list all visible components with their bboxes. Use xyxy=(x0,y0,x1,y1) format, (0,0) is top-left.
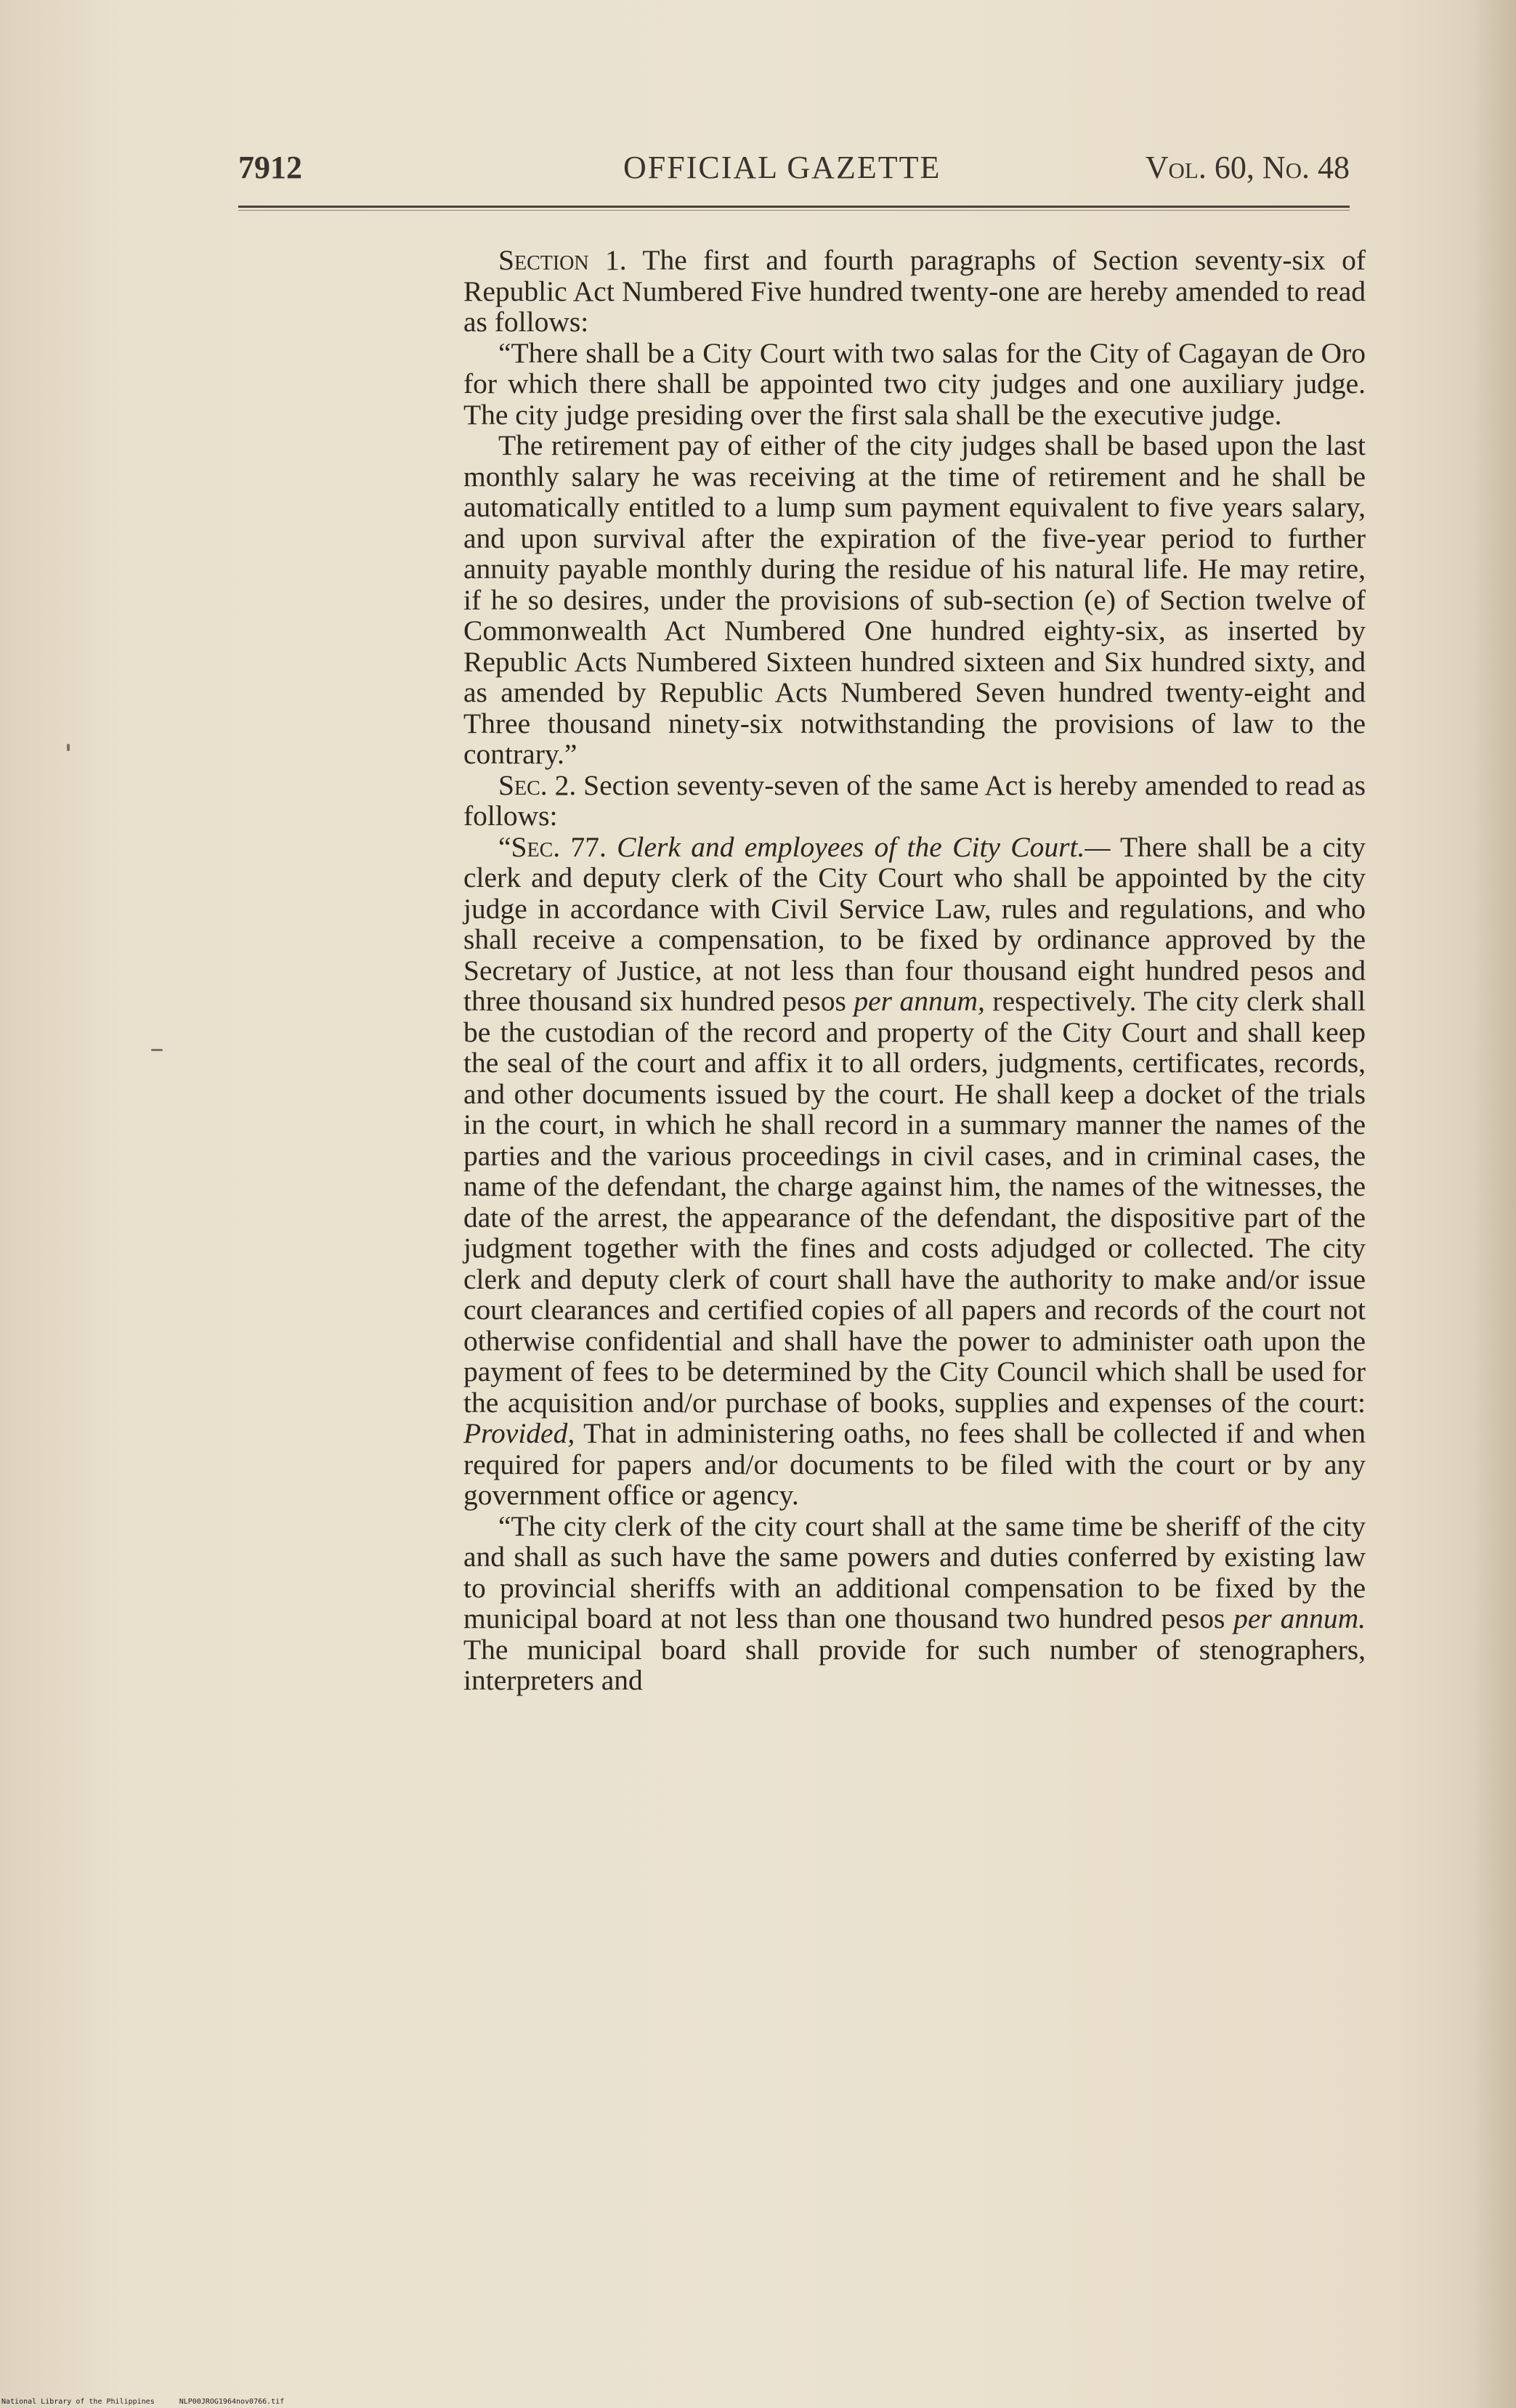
article-body xyxy=(463,245,1366,1696)
section-2-label: Sec. 2. xyxy=(498,769,577,801)
paragraph-section-2 xyxy=(463,770,1366,832)
section-77-label: “Sec. 77. xyxy=(498,830,607,863)
running-header xyxy=(238,149,1350,197)
volume-number: Vol. 60, No. 48 xyxy=(1145,150,1350,185)
scan-speck xyxy=(151,1049,163,1051)
section-1-label: Section 1. xyxy=(498,244,627,276)
section-77-text-a: There shall be a city clerk and deputy clerk of the City Court who shall be appointed by the city judge in accordance with Civil Service Law, rules and regulations, and who shall receive a compensation, to be fixed by ordinance approved by the Secretary of Justice, at not less than four thousand eight hundred pesos and three thousand six hundred pesos xyxy=(463,830,1366,1017)
library-credit: National Library of the Philippines xyxy=(1,2398,155,2406)
sheriff-text-a: “The city clerk of the city court shall at the same time be sheriff of the city and shall as such have the same powers and duties conferred by existing law to provincial sheriffs with an additional compensation to be fixed by the municipal board at not less than one thousand two hundred pesos xyxy=(463,1509,1366,1634)
sheriff-text-b: The municipal board shall provide for such number of stenographers, interpreters and xyxy=(463,1633,1366,1696)
scan-footer xyxy=(1,2398,284,2406)
scan-filename: NLP00JROG1964nov0766.tif xyxy=(179,2398,285,2406)
header-rule-thin xyxy=(238,210,1350,211)
publication-title: OFFICIAL GAZETTE xyxy=(623,150,941,185)
paragraph-section-77 xyxy=(463,832,1366,1511)
page-number: 7912 xyxy=(238,150,302,185)
page-edge-shadow xyxy=(1472,0,1516,2408)
header-rule xyxy=(238,206,1350,208)
paragraph-section-1 xyxy=(463,245,1366,338)
section-1-text: The first and fourth paragraphs of Section seventy-six of Republic Act Numbered Five hundred twenty-one are hereby amended to read as follows: xyxy=(463,244,1366,338)
per-annum-italic: per annum, xyxy=(854,985,985,1017)
paragraph-retirement-pay: The retirement pay of either of the city judges shall be based upon the last monthly salary he was receiving at the time of retirement and he shall be automatically entitled to a lump sum payment equivalent to five years salary, and upon survival after the expiration of the five-year period to further annuity payable monthly during the residue of his natural life. He may retire, if he so desires, under the provisions of sub-section (e) of Section twelve of Commonwealth Act Numbered One hundred eighty-six, as inserted by Republic Acts Numbered Sixteen hundred sixteen and Six hundred sixty, and as amended by Republic Acts Numbered Seven hundred twenty-eight and Three thousand ninety-six notwithstanding the provisions of law to the contrary.” xyxy=(463,429,1366,770)
section-2-text: Section seventy-seven of the same Act is hereby amended to read as follows: xyxy=(463,769,1366,832)
provided-italic: Provided, xyxy=(463,1417,575,1449)
paragraph-sheriff xyxy=(463,1511,1366,1696)
per-annum-italic-2: per annum. xyxy=(1233,1602,1366,1634)
section-77-text-b: respectively. The city clerk shall be the custodian of the record and property of the City Court and shall keep the seal of the court and affix it to all orders, judgments, certificates, records, and other documents issued by the court. He shall keep a docket of the trials in the court, in which he shall record in a summary manner the names of the parties and the various proceedings in civil cases, and in criminal cases, the name of the defendant, the charge against him, the names of the witnesses, the date of the arrest, the appearance of the defendant, the dispositive part of the judgment together with the fines and costs adjudged or collected. The city clerk and deputy clerk of court shall have the authority to make and/or issue court clearances and certified copies of all papers and records of the court not otherwise confidential and shall have the power to administer oath upon the payment of fees to be determined by the City Council which shall be used for the acquisition and/or purchase of books, supplies and expenses of the court: xyxy=(463,985,1366,1419)
section-77-heading: Clerk and employees of the City Court.— xyxy=(606,830,1111,863)
paragraph-city-court: “There shall be a City Court with two salas for the City of Cagayan de Oro for which there shall be appointed two city judges and one auxiliary judge. The city judge presiding over the first sala shall be the executive judge. xyxy=(463,336,1366,431)
section-77-text-c: That in administering oaths, no fees shall be collected if and when required for papers and/or documents to be filed with the court or by any government office or agency. xyxy=(463,1417,1366,1511)
scan-speck xyxy=(67,744,70,751)
